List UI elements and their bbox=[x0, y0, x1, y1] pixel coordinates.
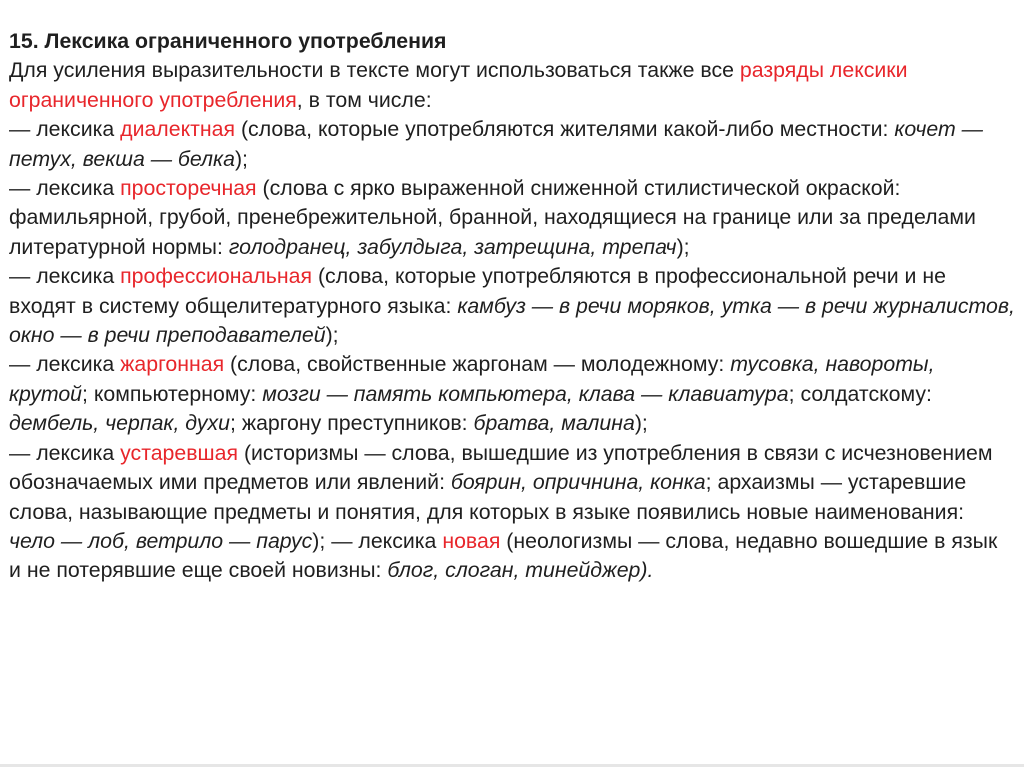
item-examples-criminal: братва, малина bbox=[473, 411, 635, 436]
item-text: ; солдатскому: bbox=[788, 381, 932, 406]
intro-highlight: разряды лексики ограниченного употребления bbox=[9, 58, 908, 112]
term-colloquial: просторечная bbox=[120, 176, 257, 201]
intro-text-end: , в том числе: bbox=[296, 87, 432, 112]
item-prefix: — лексика bbox=[9, 176, 121, 201]
item-text-end: ); bbox=[234, 146, 248, 171]
item-prefix: — лексика bbox=[9, 440, 121, 465]
item-obsolete-and-new bbox=[9, 439, 1015, 586]
slide-title: 15. Лексика ограниченного употребления bbox=[9, 29, 447, 53]
item-text-end: ); bbox=[676, 234, 690, 259]
item-text: (историзмы — слова, вышедшие из употребления в связи с исчезновением обозначаемых ими предметов или явлений: bbox=[9, 440, 993, 495]
intro-paragraph bbox=[9, 56, 1015, 115]
item-colloquial bbox=[9, 174, 1015, 262]
item-text: (слова, свойственные жаргонам — молодежному: bbox=[224, 352, 731, 377]
item-examples-neologisms: блог, слоган, тинейджер). bbox=[387, 558, 654, 583]
item-text: ); bbox=[312, 528, 332, 553]
item-text: ; архаизмы — устаревшие слова, называющие предметы и понятия, для которых в языке появились новые наименования: bbox=[9, 470, 967, 524]
term-dialect: диалектная bbox=[120, 117, 236, 142]
item-examples: кочет — петух, векша — белка bbox=[9, 117, 983, 171]
item-examples: голодранец, забулдыга, затрещина, трепач bbox=[228, 234, 677, 259]
item-examples-historisms: боярин, опричнина, конка bbox=[450, 470, 706, 495]
item-examples-soldier: дембель, черпак, духи bbox=[9, 411, 230, 436]
intro-text: Для усиления выразительности в тексте могут использоваться также все bbox=[9, 58, 740, 83]
term-professional: профессиональная bbox=[120, 264, 313, 289]
item-dialect bbox=[9, 115, 1015, 174]
term-obsolete: устаревшая bbox=[120, 440, 239, 465]
term-jargon: жаргонная bbox=[120, 352, 225, 377]
item-professional bbox=[9, 262, 1015, 350]
item-text: (слова, которые употребляются в профессиональной речи и не входят в систему общелитературного языка: bbox=[9, 264, 946, 318]
item-examples-computer: мозги — память компьютера, клава — клавиатура bbox=[262, 381, 789, 406]
item-examples-youth: тусовка, навороты, крутой bbox=[9, 352, 935, 406]
item-prefix: — лексика bbox=[9, 352, 121, 377]
item-examples-archaisms: чело — лоб, ветрило — парус bbox=[9, 528, 313, 553]
item-text-end: ); bbox=[634, 411, 648, 436]
item-examples: камбуз — в речи моряков, утка — в речи журналистов, окно — в речи преподавателей bbox=[9, 293, 1015, 348]
item-prefix: — лексика bbox=[9, 264, 121, 289]
term-new: новая bbox=[442, 528, 501, 553]
item-text: ; жаргону преступников: bbox=[229, 411, 474, 436]
item-text: (слова с ярко выраженной сниженной стилистической окраской: фамильярной, грубой, пренебрежительной, бранной, находящиеся на границе или за пределами литературной нормы: bbox=[9, 176, 976, 259]
item-text: (неологизмы — слова, недавно вошедшие в язык и не потерявшие еще своей новизны: bbox=[9, 528, 998, 583]
item-text: (слова, которые употребляются жителями какой-либо местности: bbox=[235, 117, 895, 142]
slide-text-block bbox=[9, 27, 1015, 586]
item-prefix: — лексика bbox=[331, 528, 443, 553]
item-text: ; компьютерному: bbox=[82, 381, 263, 406]
item-jargon bbox=[9, 350, 1015, 438]
item-text-end: ); bbox=[325, 323, 339, 348]
item-prefix: — лексика bbox=[9, 117, 121, 142]
